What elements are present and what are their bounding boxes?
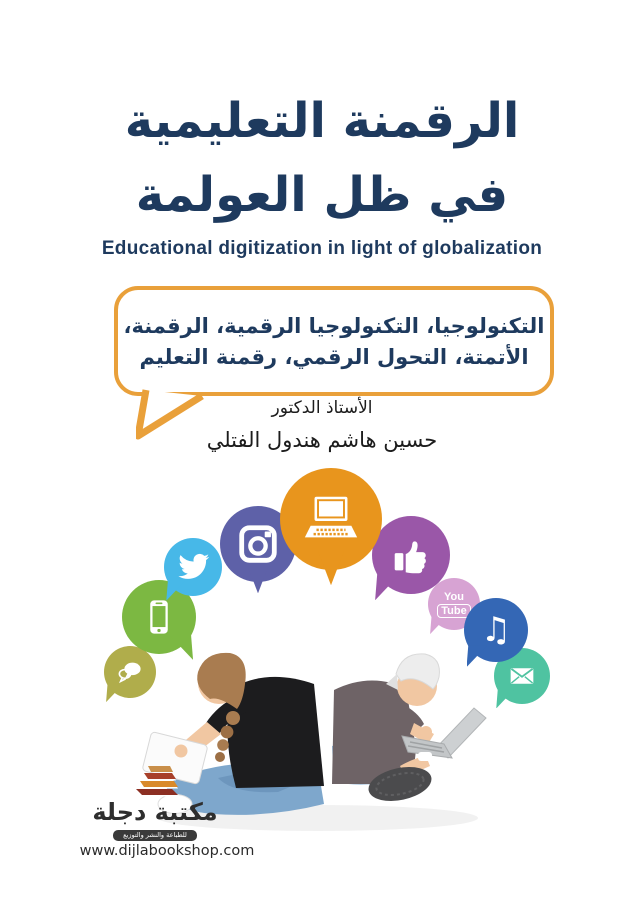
laptop-icon [300,493,362,545]
music-note-icon: ♫ [480,610,512,650]
book-title [0,84,644,232]
book-subtitle-english: Educational digitization in light of globalization [101,238,543,259]
publisher-name: مكتبة دجلة [92,798,218,826]
author-academic-title: الأستاذ الدكتور [271,398,373,418]
twitter-icon [176,550,210,584]
speech-bubble-tail [136,388,208,440]
instagram-icon [235,521,281,567]
smartphone-icon [138,596,180,638]
youtube-label-tube: Tube [437,604,470,618]
keywords-speech-bubble [114,286,554,396]
like-bubble [372,516,450,594]
youtube-label-you: You [444,590,464,603]
thumbs-up-icon [388,532,434,578]
book-title-line1: الرقمنة التعليمية [124,93,520,149]
book-title-line2: في ظل العولمة [135,167,509,223]
publisher-tagline: للطباعة والنشر والتوزيع [113,830,197,841]
boy-with-laptop [332,654,486,806]
envelope-icon [505,659,539,693]
music-bubble [464,598,528,662]
chat-icon [115,657,145,687]
publisher-website: www.dijlabookshop.com [79,843,255,859]
publisher-books-icon [128,760,188,800]
chat-bubble [104,646,156,698]
youtube-icon [437,591,470,618]
keywords-line2: الأتمتة، التحول الرقمي، رقمنة التعليم [139,344,529,369]
laptop-bubble [280,468,382,570]
twitter-bubble [164,538,222,596]
author-name: حسين هاشم هندول الفتلي [206,428,438,452]
keywords-line1: التكنولوجيا، التكنولوجيا الرقمية، الرقمنة، [123,313,545,338]
